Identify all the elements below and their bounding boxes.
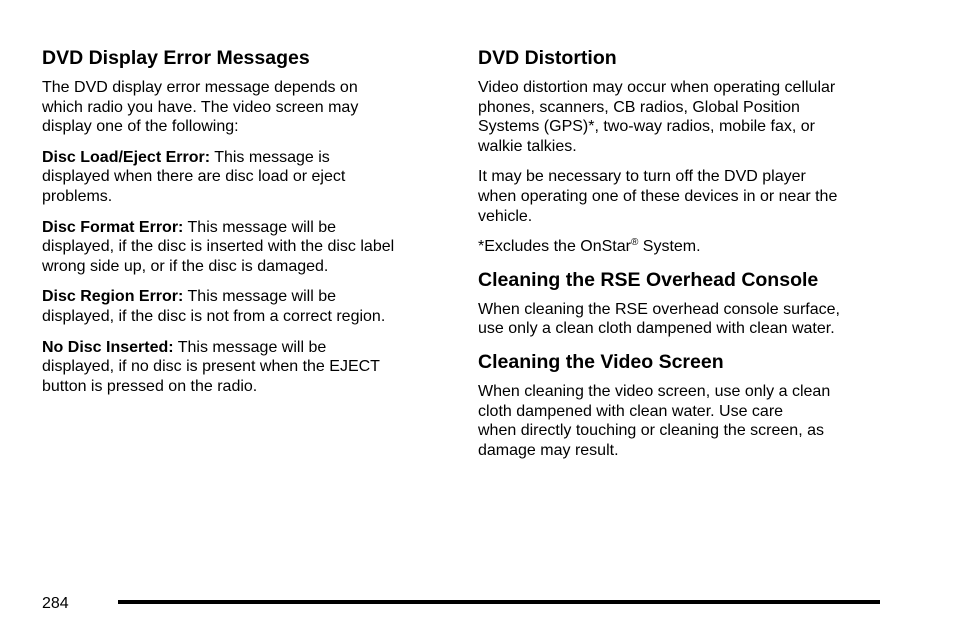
screen-paragraph: When cleaning the video screen, use only a clean cloth dampened with clean water. Use care when directly touching or cleaning the screen, as damage may result. [478, 382, 831, 459]
error-term: Disc Region Error: [42, 288, 184, 306]
intro-paragraph: The DVD display error message depends on which radio you have. The video screen may display one of the following: [42, 79, 359, 136]
error-item-disc-format [42, 218, 442, 277]
error-item-disc-load-eject [42, 148, 442, 207]
error-description: This message will be displayed, if no disc is present when the EJECT button is pressed on the radio. [42, 338, 380, 395]
registered-mark: ® [630, 237, 639, 249]
distortion-paragraph-2: It may be necessary to turn off the DVD player when operating one of these devices in or near the vehicle. [478, 168, 838, 225]
distortion-paragraph-1: Video distortion may occur when operating cellular phones, scanners, CB radios, Global Position Systems (GPS)*, two-way radios, mobile fax, or walkie talkies. [478, 79, 836, 155]
error-term: Disc Format Error: [42, 218, 184, 236]
error-description: This message is displayed when there are disc load or eject problems. [42, 148, 346, 205]
page-number: 284 [42, 595, 69, 612]
error-item-no-disc-inserted [42, 338, 442, 397]
onstar-footnote [478, 237, 888, 257]
footer-rule [118, 600, 880, 604]
left-column [42, 46, 442, 407]
console-paragraph: When cleaning the RSE overhead console surface, use only a clean cloth dampened with clean water. [478, 300, 840, 338]
error-description: This message will be displayed, if the disc is inserted with the disc label wrong side up, or if the disc is damaged. [42, 218, 395, 275]
right-column [478, 46, 888, 471]
section-heading-dvd-display-error-messages: DVD Display Error Messages [42, 47, 310, 69]
section-heading-cleaning-rse-console: Cleaning the RSE Overhead Console [478, 268, 819, 291]
error-item-disc-region [42, 287, 442, 326]
error-term: No Disc Inserted: [42, 338, 174, 356]
error-term: Disc Load/Eject Error: [42, 148, 211, 166]
footnote-text-end: System. [638, 238, 701, 256]
error-description: This message will be displayed, if the disc is not from a correct region. [42, 288, 386, 325]
footnote-text: *Excludes the OnStar [478, 238, 631, 256]
section-heading-dvd-distortion: DVD Distortion [478, 47, 617, 69]
section-heading-cleaning-video-screen: Cleaning the Video Screen [478, 350, 724, 373]
